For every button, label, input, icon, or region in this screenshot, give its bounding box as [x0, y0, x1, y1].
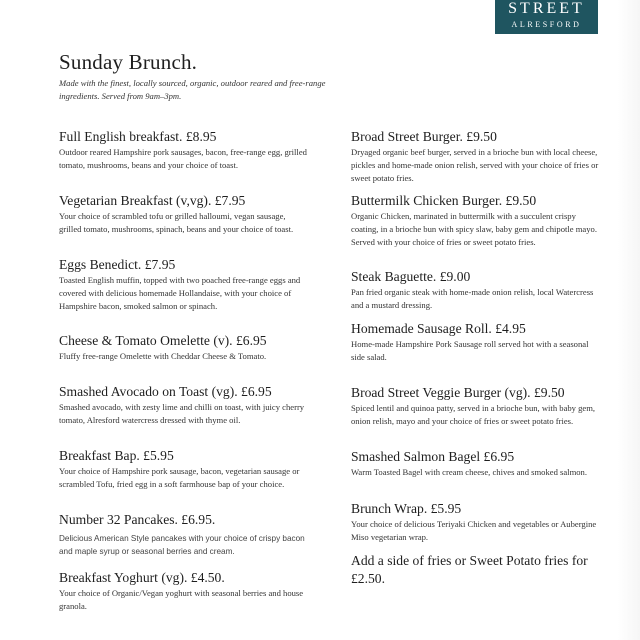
- menu-item-broad-street-burger: [351, 128, 601, 184]
- menu-item-eggs-benedict: [59, 256, 309, 312]
- menu-item-vegetarian-breakfast: [59, 192, 309, 236]
- menu-item-omelette: [59, 332, 309, 363]
- menu-item-title: Vegetarian Breakfast (v,vg). £7.95: [59, 193, 246, 208]
- logo: [495, 0, 598, 34]
- menu-item-breakfast-yoghurt: [59, 569, 309, 613]
- menu-item-description: Pan fried organic steak with home-made onion relish, local Watercress and a mustard dressing.: [351, 287, 594, 310]
- menu-item-title: Eggs Benedict. £7.95: [59, 257, 176, 272]
- logo-street-text: STREET: [508, 0, 585, 17]
- menu-item-description: Fluffy free-range Omelette with Cheddar Cheese & Tomato.: [59, 351, 267, 361]
- menu-item-description: Warm Toasted Bagel with cream cheese, chives and smoked salmon.: [351, 467, 587, 477]
- menu-item-description: Smashed avocado, with zesty lime and chilli on toast, with juicy cherry tomato, Alresford watercress dressed with thyme oil.: [59, 402, 305, 425]
- menu-item-description: Your choice of Organic/Vegan yoghurt with seasonal berries and house granola.: [59, 588, 304, 611]
- menu-item-steak-baguette: [351, 268, 601, 312]
- menu-item-description: Delicious American Style pancakes with your choice of crispy bacon and maple syrup or seasonal berries and cream.: [59, 534, 305, 556]
- page-edge-shadow: [618, 0, 640, 640]
- menu-item-title: Buttermilk Chicken Burger. £9.50: [351, 193, 537, 208]
- menu-item-title: Steak Baguette. £9.00: [351, 269, 471, 284]
- menu-item-description: Spiced lentil and quinoa patty, served in a brioche bun, with baby gem, onion relish, mayo and your choice of fries or sweet potato fries.: [351, 403, 596, 426]
- logo-town-text: ALRESFORD: [511, 20, 582, 29]
- menu-item-title: Breakfast Bap. £5.95: [59, 448, 174, 463]
- menu-item-pancakes: [59, 511, 309, 558]
- side-addon-note: Add a side of fries or Sweet Potato fries for £2.50.: [351, 553, 588, 586]
- menu-item-title: Full English breakfast. £8.95: [59, 129, 217, 144]
- menu-item-breakfast-bap: [59, 447, 309, 491]
- menu-item-title: Smashed Avocado on Toast (vg). £6.95: [59, 384, 272, 399]
- menu-item-title: Broad Street Veggie Burger (vg). £9.50: [351, 385, 565, 400]
- menu-item-description: Home-made Hampshire Pork Sausage roll served hot with a seasonal side salad.: [351, 339, 589, 362]
- menu-item-description: Dryaged organic beef burger, served in a brioche bun with local cheese, pickles and home-made onion relish, served with your choice of fries or sweet potato fries.: [351, 147, 599, 183]
- menu-item-description: Your choice of Hampshire pork sausage, bacon, vegetarian sausage or scrambled Tofu, fried egg in a soft farmhouse bap of your choice.: [59, 466, 300, 489]
- menu-item-title: Number 32 Pancakes. £6.95.: [59, 512, 216, 527]
- menu-item-description: Outdoor reared Hampshire pork sausages, bacon, free-range egg, grilled tomato, mushrooms, beans and your choice of toast.: [59, 147, 307, 170]
- menu-item-description: Your choice of scrambled tofu or grilled halloumi, vegan sausage, grilled tomato, mushrooms, spinach, beans and your choice of toast.: [59, 211, 294, 234]
- menu-item-title: Broad Street Burger. £9.50: [351, 129, 497, 144]
- menu-item-title: Homemade Sausage Roll. £4.95: [351, 321, 526, 336]
- menu-title: Sunday Brunch.: [59, 50, 198, 74]
- menu-item-full-english: [59, 128, 309, 172]
- menu-item-description: Toasted English muffin, topped with two poached free-range eggs and covered with delicious homemade Hollandaise, with your choice of Hampshire bacon, smoked salmon or spinach.: [59, 275, 301, 311]
- menu-item-description: Organic Chicken, marinated in buttermilk with a succulent crispy coating, in a brioche bun with spicy slaw, baby gem and chipotle mayo. Served with your choice of fries or sweet potato fries.: [351, 211, 597, 247]
- menu-item-sausage-roll: [351, 320, 601, 364]
- menu-item-title: Brunch Wrap. £5.95: [351, 501, 462, 516]
- menu-item-buttermilk-chicken-burger: [351, 192, 601, 248]
- menu-item-title: Smashed Salmon Bagel £6.95: [351, 449, 515, 464]
- menu-item-smashed-avocado: [59, 383, 309, 427]
- menu-item-salmon-bagel: [351, 448, 601, 479]
- menu-item-description: Your choice of delicious Teriyaki Chicken and vegetables or Aubergine Miso vegetarian wrap.: [351, 519, 597, 542]
- menu-item-title: Breakfast Yoghurt (vg). £4.50.: [59, 570, 225, 585]
- menu-item-title: Cheese & Tomato Omelette (v). £6.95: [59, 333, 267, 348]
- menu-item-veggie-burger: [351, 384, 601, 428]
- menu-item-brunch-wrap: [351, 500, 601, 544]
- menu-intro: Made with the finest, locally sourced, organic, outdoor reared and free-range ingredients. Served from 9am–3pm.: [59, 78, 326, 101]
